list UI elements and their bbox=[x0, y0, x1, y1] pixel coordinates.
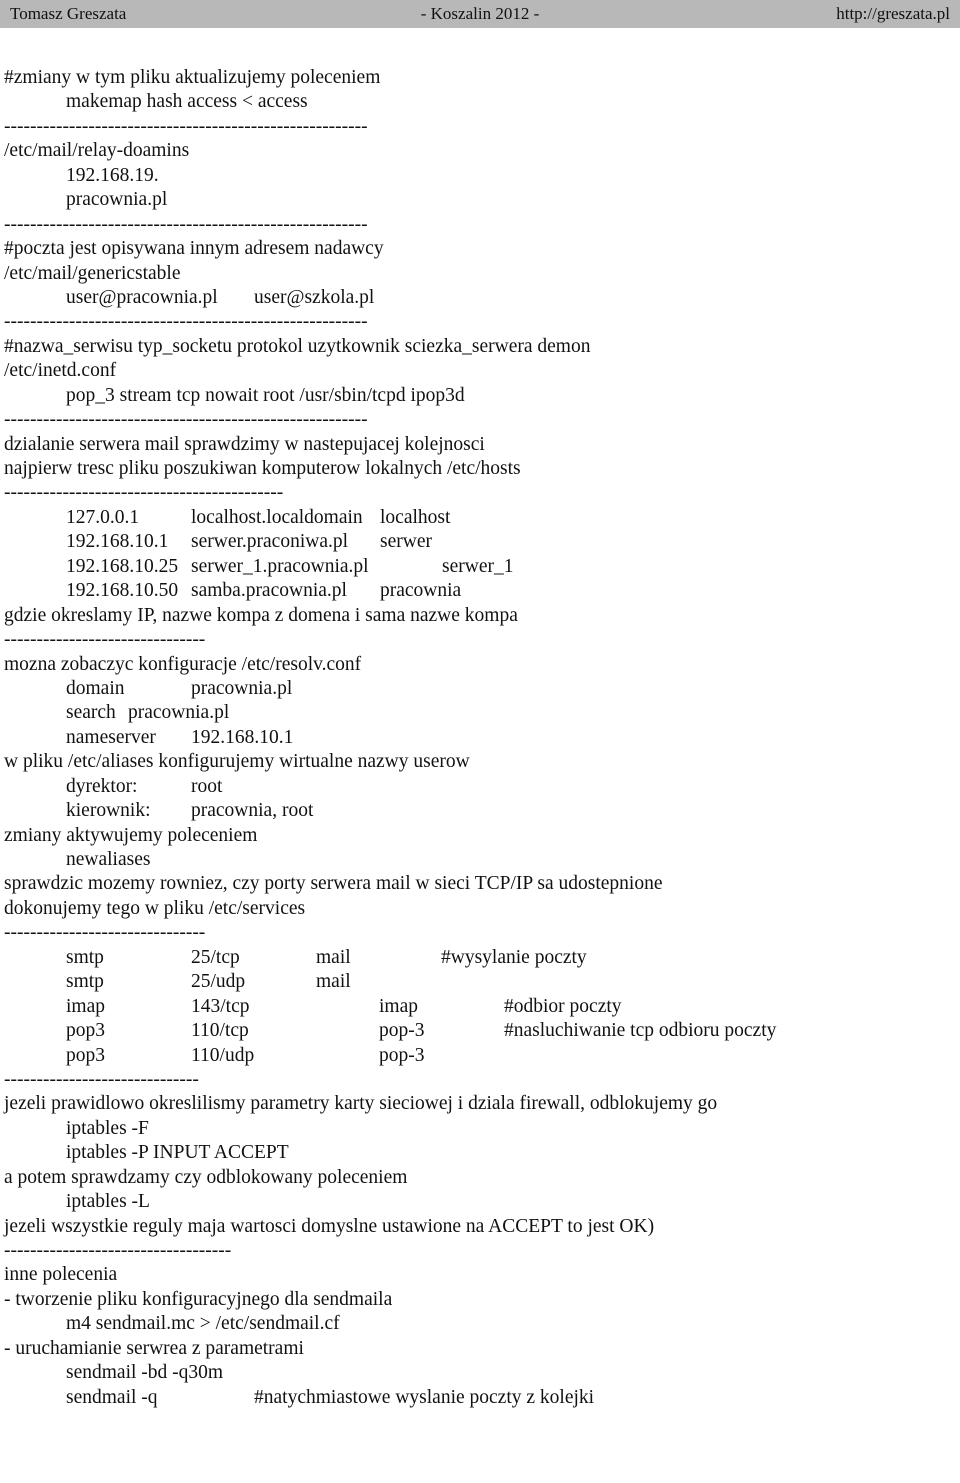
text-line: najpierw tresc pliku poszukiwan komputerow lokalnych /etc/hosts bbox=[4, 458, 521, 479]
text-line: mozna zobaczyc konfiguracje /etc/resolv.conf bbox=[4, 653, 362, 675]
command-line: iptables -L bbox=[66, 1191, 150, 1213]
service-alias: pop-3 bbox=[379, 1044, 425, 1066]
service-name: smtp bbox=[66, 946, 104, 968]
services-row bbox=[4, 946, 954, 970]
alias-key: dyrektor: bbox=[66, 775, 138, 797]
text-line: jezeli prawidlowo okreslilismy parametry karty sieciowej i dziala firewall, odblokujemy go bbox=[4, 1093, 718, 1115]
resolv-key: search bbox=[66, 702, 116, 724]
text-line: #poczta jest opisywana innym adresem nadawcy bbox=[4, 238, 384, 260]
services-row bbox=[4, 995, 954, 1019]
config-line bbox=[4, 286, 954, 310]
command-line: iptables -F bbox=[66, 1117, 149, 1139]
separator: ----------------------------------- bbox=[4, 1240, 232, 1261]
hosts-row bbox=[4, 555, 954, 579]
services-row bbox=[4, 1044, 954, 1068]
host-alias: localhost bbox=[380, 506, 451, 528]
hosts-row bbox=[4, 506, 954, 530]
text-line: #zmiany w tym pliku aktualizujemy poleceniem bbox=[4, 67, 381, 88]
service-alias: mail bbox=[316, 946, 351, 968]
hosts-row bbox=[4, 579, 954, 603]
host-name: localhost.localdomain bbox=[191, 506, 363, 528]
resolv-row bbox=[4, 677, 954, 701]
hosts-row bbox=[4, 530, 954, 554]
resolv-row bbox=[4, 701, 954, 725]
text-line: dzialanie serwera mail sprawdzimy w nastepujacej kolejnosci bbox=[4, 433, 485, 455]
generic-to: user@szkola.pl bbox=[254, 286, 375, 308]
host-ip: 192.168.10.25 bbox=[66, 555, 179, 577]
service-comment: #odbior poczty bbox=[504, 995, 622, 1017]
config-line: pracownia.pl bbox=[66, 189, 168, 211]
text-line: zmiany aktywujemy poleceniem bbox=[4, 824, 258, 846]
separator: ------------------------------- bbox=[4, 629, 206, 651]
host-name: serwer.praconiwa.pl bbox=[191, 531, 349, 553]
service-comment: #nasluchiwanie tcp odbioru poczty bbox=[504, 1020, 777, 1042]
service-name: pop3 bbox=[66, 1020, 105, 1042]
resolv-value: pracownia.pl bbox=[128, 702, 230, 724]
resolv-value: pracownia.pl bbox=[191, 677, 293, 699]
separator: -------------------------------------------------------- bbox=[4, 311, 368, 333]
separator: -------------------------------------------------------- bbox=[4, 409, 368, 431]
service-alias: pop-3 bbox=[379, 1020, 425, 1042]
alias-value: pracownia, root bbox=[191, 800, 314, 822]
service-name: smtp bbox=[66, 971, 104, 993]
separator: -------------------------------------------------------- bbox=[4, 115, 368, 137]
header-url: http://greszata.pl bbox=[836, 4, 950, 23]
service-port: 110/tcp bbox=[191, 1020, 249, 1042]
host-name: samba.pracownia.pl bbox=[191, 580, 347, 602]
text-line: a potem sprawdzamy czy odblokowany poleceniem bbox=[4, 1166, 408, 1188]
command-text: sendmail -q bbox=[66, 1386, 158, 1408]
resolv-value: 192.168.10.1 bbox=[191, 726, 294, 748]
resolv-key: domain bbox=[66, 677, 125, 699]
text-line: inne polecenia bbox=[4, 1264, 118, 1286]
config-line: 192.168.19. bbox=[66, 164, 159, 186]
service-name: pop3 bbox=[66, 1044, 105, 1066]
services-row bbox=[4, 1019, 954, 1043]
command-comment: #natychmiastowe wyslanie poczty z kolejki bbox=[254, 1386, 595, 1408]
command-line: iptables -P INPUT ACCEPT bbox=[66, 1142, 289, 1164]
command-line: m4 sendmail.mc > /etc/sendmail.cf bbox=[66, 1313, 340, 1335]
service-name: imap bbox=[66, 995, 105, 1017]
generic-from: user@pracownia.pl bbox=[66, 286, 218, 308]
host-ip: 192.168.10.50 bbox=[66, 580, 179, 602]
config-line: pop_3 stream tcp nowait root /usr/sbin/tcpd ipop3d bbox=[66, 384, 465, 406]
command-line: makemap hash access < access bbox=[66, 91, 308, 113]
alias-row bbox=[4, 775, 954, 799]
text-line: /etc/inetd.conf bbox=[4, 360, 117, 382]
service-port: 25/tcp bbox=[191, 946, 240, 968]
text-line: sprawdzic mozemy rowniez, czy porty serwera mail w sieci TCP/IP sa udostepnione bbox=[4, 873, 663, 895]
separator: -------------------------------------------------------- bbox=[4, 213, 368, 235]
command-row bbox=[4, 1386, 954, 1410]
service-comment: #wysylanie poczty bbox=[441, 946, 587, 968]
command-line: sendmail -bd -q30m bbox=[66, 1362, 224, 1384]
host-alias: serwer_1 bbox=[442, 555, 514, 577]
text-line: /etc/mail/relay-doamins bbox=[4, 140, 190, 162]
separator: ------------------------------------------- bbox=[4, 482, 284, 504]
service-port: 143/tcp bbox=[191, 995, 250, 1017]
services-row bbox=[4, 970, 954, 994]
text-line: jezeli wszystkie reguly maja wartosci domyslne ustawione na ACCEPT to jest OK) bbox=[4, 1215, 655, 1237]
text-line: w pliku /etc/aliases konfigurujemy wirtualne nazwy userow bbox=[4, 751, 470, 773]
text-line: dokonujemy tego w pliku /etc/services bbox=[4, 897, 306, 919]
header-place: - Koszalin 2012 - bbox=[420, 4, 540, 23]
host-ip: 192.168.10.1 bbox=[66, 531, 169, 553]
separator: ------------------------------- bbox=[4, 922, 206, 944]
service-port: 25/udp bbox=[191, 971, 246, 993]
page-header bbox=[0, 0, 960, 28]
resolv-key: nameserver bbox=[66, 726, 156, 748]
header-author: Tomasz Greszata bbox=[10, 4, 127, 23]
text-line: /etc/mail/genericstable bbox=[4, 262, 181, 284]
alias-key: kierownik: bbox=[66, 800, 151, 822]
service-port: 110/udp bbox=[191, 1044, 255, 1066]
host-name: serwer_1.pracownia.pl bbox=[191, 555, 369, 577]
service-alias: imap bbox=[379, 995, 418, 1017]
text-line: - tworzenie pliku konfiguracyjnego dla sendmaila bbox=[4, 1288, 393, 1310]
host-alias: serwer bbox=[380, 531, 432, 553]
alias-value: root bbox=[191, 775, 223, 797]
host-ip: 127.0.0.1 bbox=[66, 506, 140, 528]
resolv-row bbox=[4, 726, 954, 750]
command-line: newaliases bbox=[66, 849, 151, 870]
text-line: - uruchamianie serwrea z parametrami bbox=[4, 1337, 304, 1359]
alias-row bbox=[4, 799, 954, 823]
service-alias: mail bbox=[316, 971, 351, 993]
host-alias: pracownia bbox=[380, 580, 462, 602]
separator: ------------------------------ bbox=[4, 1068, 199, 1090]
text-line: #nazwa_serwisu typ_socketu protokol uzytkownik sciezka_serwera demon bbox=[4, 335, 591, 357]
text-line: gdzie okreslamy IP, nazwe kompa z domena i sama nazwe kompa bbox=[4, 604, 518, 626]
document-body bbox=[4, 66, 954, 1410]
